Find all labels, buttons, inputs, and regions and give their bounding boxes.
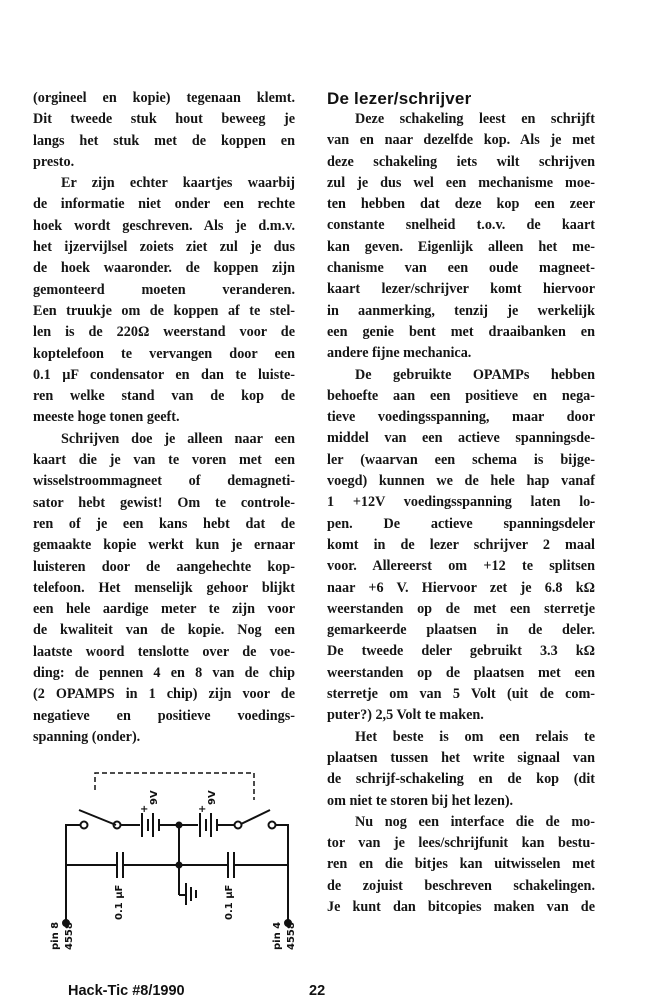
left-column-text (33, 88, 295, 748)
capacitor-left-symbol (117, 852, 123, 878)
switch-left-lever (79, 810, 116, 825)
text-line: gemarkeerde plaatsen in de deler. (327, 622, 595, 639)
text-line: gemonteerd moeten veranderen. (33, 281, 295, 298)
capacitor-right-symbol (228, 852, 234, 878)
text-line: voegd) kunnen we de hele hap vanaf (327, 473, 595, 490)
chip-right-label: 4558 (286, 922, 297, 950)
text-line: telefoon. Het menselijk gehoor blijkt (33, 579, 295, 596)
text-line: ding: de pennen 4 en 8 van de chip (33, 665, 295, 682)
battery-right-symbol (200, 813, 217, 837)
text-line: chanisme van een oude magneet- (327, 260, 595, 277)
text-line: plaatsen tussen het write signaal van (327, 749, 595, 766)
text-line: ten hebben dat deze kop een zeer (327, 196, 595, 213)
text-line: negatieve en positieve voedings- (33, 707, 295, 724)
text-line: ren welke stand van de kop de (33, 388, 295, 405)
text-line: Nu nog een interface die de mo- (355, 813, 595, 830)
text-line: kan geven. Eigenlijk alleen het me- (327, 238, 595, 255)
text-line: een hele aardige meter te zijn voor (33, 601, 295, 618)
text-line: kaart die je van te voren met een (33, 452, 295, 469)
text-line: Er zijn echter kaartjes waarbij (61, 175, 295, 192)
text-line: de kwaliteit van de kopie. Nog een (33, 622, 295, 639)
text-line: in aanmerking, tenzij je werkelijk (327, 302, 595, 319)
text-line: Dit tweede stuk hout beweeg je (33, 111, 295, 128)
switch-right-lever (241, 810, 270, 824)
battery-right-label: 9V (207, 790, 218, 805)
right-column-body (327, 109, 595, 918)
text-line: (orgineel en kopie) tegenaan klemt. (33, 90, 295, 106)
ground-symbol (179, 880, 196, 905)
text-line: koptelefoon te vervangen door een (33, 345, 295, 362)
text-line: 0.1 µF condensator en dan te luiste- (33, 366, 295, 383)
text-line: zul je dus wel een mechanisme moe- (327, 174, 595, 191)
text-line: om niet te storen bij het lezen). (327, 792, 514, 809)
wire-left-outer (66, 825, 80, 920)
text-line: meeste hoge tonen geeft. (33, 409, 180, 426)
pin-left-label: pin 8 (50, 921, 61, 950)
text-line: luisteren door de aangehechte kop- (33, 558, 295, 575)
text-line: De gebruikte OPAMPs hebben (355, 366, 595, 383)
text-line: kaart lezer/schrijver komt hiervoor (327, 281, 595, 298)
text-line: de schrijf-schakeling en de kop (dit (327, 771, 595, 788)
text-line: andere fijne mechanica. (327, 345, 472, 362)
text-line: de informatie niet onder een rechte (33, 196, 295, 213)
battery-left-label: 9V (149, 790, 160, 805)
text-line: De tweede deler gebruikt 3.3 kΩ (327, 643, 595, 660)
text-line: sterretje om van 5 Volt (uit de com- (327, 686, 595, 703)
text-line: de hoek waaronder. de koppen zijn (33, 260, 295, 277)
text-line: weerstanden op de met een sterretje (327, 600, 595, 617)
text-line: ren en die bitjes kan uitwisselen met (327, 856, 595, 873)
text-line: Een truukje om de koppen af te stel- (33, 302, 295, 319)
text-line: Deze schakeling leest en schrijft (355, 111, 595, 127)
text-line: laatste woord tenslotte over de voe- (33, 643, 295, 660)
text-line: de zojuist beschreven schakelingen. (327, 877, 595, 894)
text-line: (2 OPAMPS in 1 chip) zijn voor de (33, 686, 295, 703)
switch-right-contact-b (269, 822, 276, 829)
switch-left-contact-a (81, 822, 88, 829)
switch-link-dashed (95, 773, 254, 800)
text-line: constante snelheid t.o.v. de kaart (327, 217, 595, 234)
switch-right-contact-a (235, 822, 242, 829)
wire-right-outer (276, 825, 288, 920)
text-line: ren of je een kans hebt dat de (33, 515, 295, 532)
section-heading: De lezer/schrijver (327, 89, 472, 108)
text-line: Schrijven doe je alleen naar een (61, 430, 295, 447)
text-line: behoefte aan een positieve en nega- (327, 387, 595, 404)
text-line: van en naar dezelfde kop. Als je met (327, 132, 595, 149)
chip-left-label: 4558 (64, 922, 75, 950)
right-column-text (327, 88, 595, 918)
text-line: ler (waarvan een schema is bijge- (327, 451, 595, 468)
text-line: een genie bent met draaibanken en (327, 323, 595, 340)
text-line: het ijzervijlsel zoiets ziet zul je dus (33, 239, 295, 256)
text-line: weerstanden op de plaatsen met een (327, 664, 595, 681)
power-supply-schematic (22, 770, 322, 950)
pin-right-label: pin 4 (272, 921, 283, 950)
capacitor-right-label: 0.1 µF (224, 884, 235, 920)
text-line: spanning (onder). (33, 728, 141, 745)
text-line: pen. De actieve spanningsdeler (327, 515, 595, 532)
text-line: wisselstroommagneet of demagneti- (33, 473, 295, 490)
text-line: middel van een actieve spanningsde- (327, 430, 595, 447)
battery-right-plus: + (198, 804, 207, 815)
text-line: tieve voedingsspanning, maar door (327, 409, 595, 426)
battery-left-plus: + (140, 804, 149, 815)
text-line: naar +6 V. Hiervoor zet je 6.8 kΩ (327, 579, 595, 596)
page-number: 22 (309, 983, 326, 999)
text-line: sator hebt gewist! Om te controle- (33, 494, 295, 511)
text-line: langs het stuk met de koppen en (33, 132, 295, 149)
text-line: deze schakeling iets wilt schrijven (327, 153, 595, 170)
text-line: tor van je lees/schrijfunit kan bestu- (327, 835, 595, 852)
text-line: voor. Allereerst om +12 te splitsen (327, 558, 595, 575)
text-line: gemaakte kopie werkt kun je ernaar (33, 537, 295, 554)
capacitor-left-label: 0.1 µF (114, 884, 125, 920)
text-line: Het beste is om een relais te (355, 728, 595, 745)
text-line: presto. (33, 153, 75, 170)
text-line: len is de 220Ω weerstand voor de (33, 324, 295, 341)
text-line: komt in de lezer schrijver 2 maal (327, 536, 595, 553)
footer-publication: Hack-Tic #8/1990 (68, 983, 185, 999)
text-line: Je kunt dan bitcopies maken van de (327, 898, 595, 915)
text-line: puter?) 2,5 Volt te maken. (327, 707, 484, 724)
text-line: hoek wordt geschreven. Als je d.m.v. (33, 217, 295, 234)
battery-left-symbol (142, 813, 159, 837)
text-line: 1 +12V voedingsspanning laten lo- (327, 494, 595, 511)
